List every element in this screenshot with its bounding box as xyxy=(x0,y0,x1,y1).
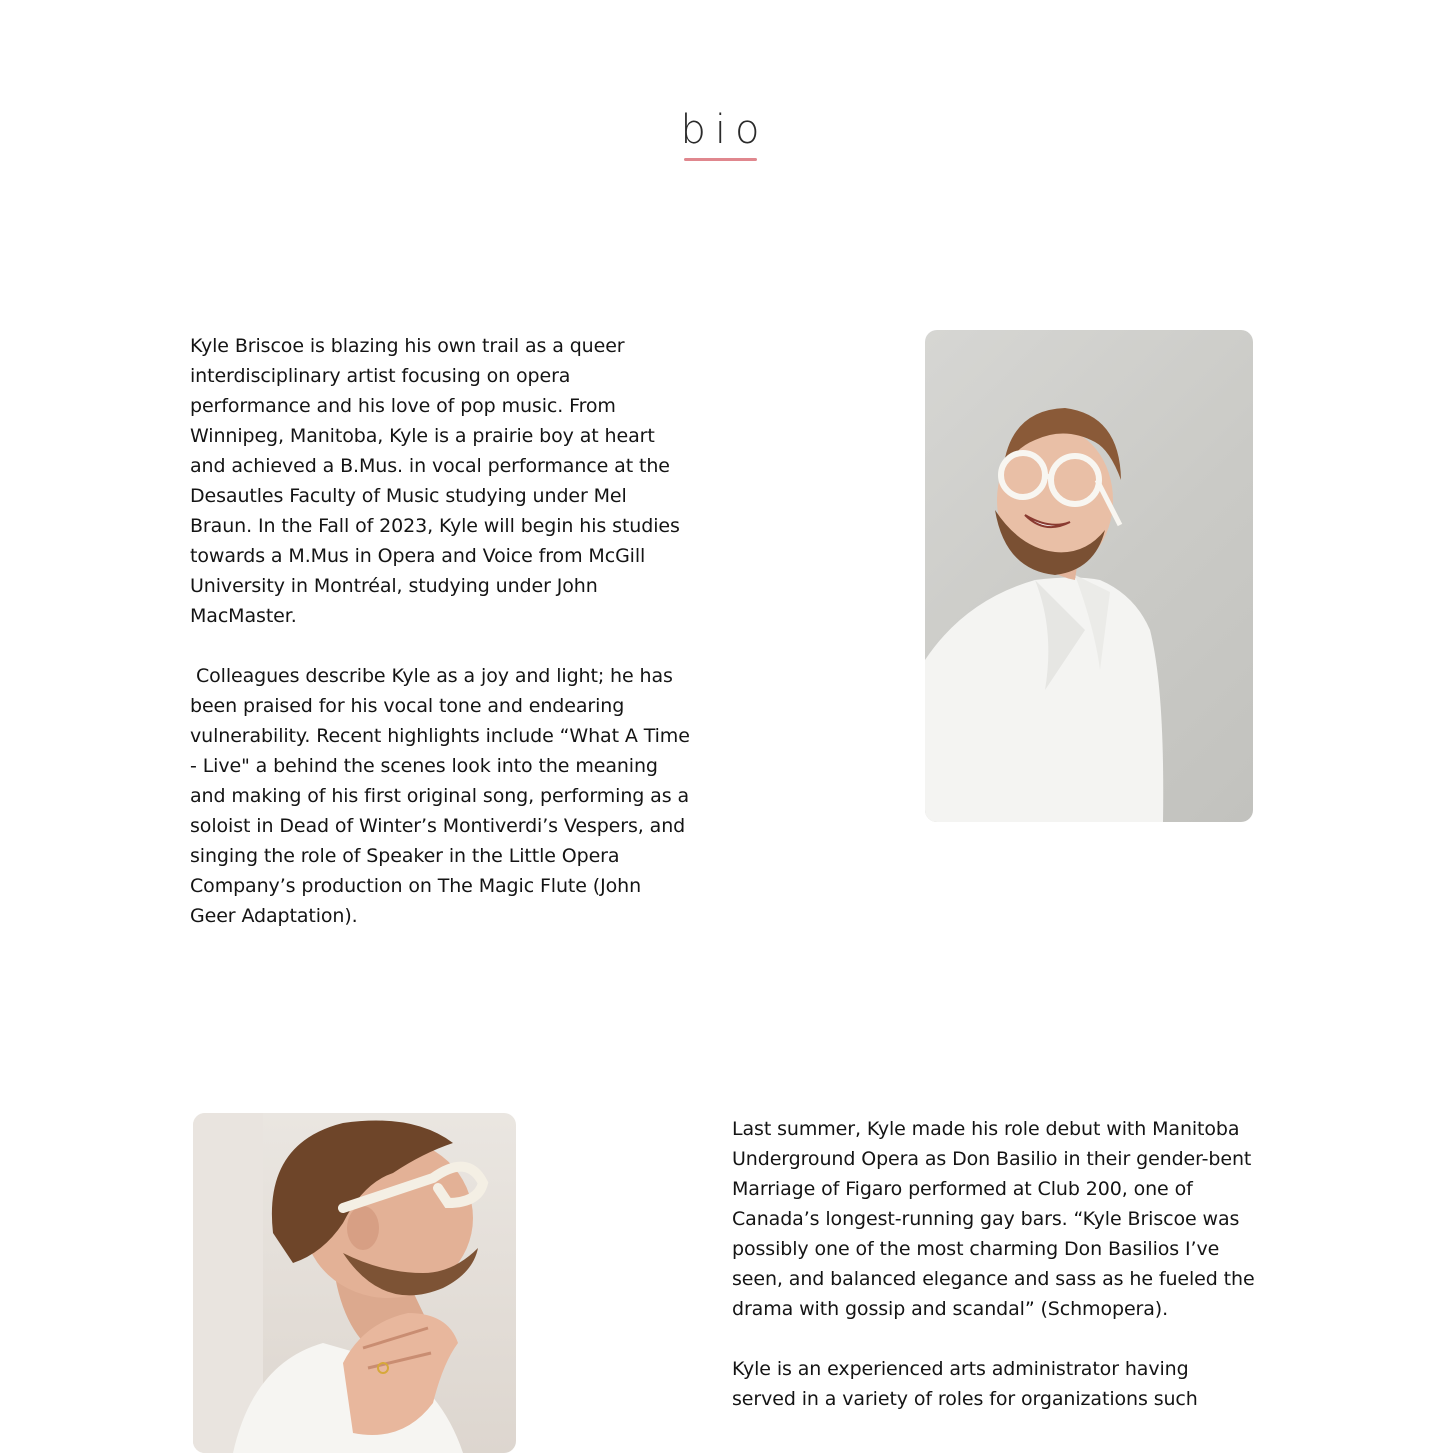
portrait-photo-profile-art xyxy=(193,1113,516,1453)
portrait-photo-smiling-art xyxy=(925,330,1253,822)
portrait-photo-smiling xyxy=(925,330,1253,822)
bio-text-section-1 xyxy=(190,331,696,931)
portrait-photo-profile xyxy=(193,1113,516,1453)
page-title: bio xyxy=(680,107,769,153)
title-underline xyxy=(684,158,757,161)
bio-paragraph: Colleagues describe Kyle as a joy and light; he has been praised for his vocal tone and endearing vulnerability. Recent highlights include “What A Time - Live" a behind the scenes look into the meaning and making of his first original song, performing as a soloist in Dead of Winter’s Montiverdi’s Vespers, and singing the role of Speaker in the Little Opera Company’s production on The Magic Flute (John Geer Adaptation). xyxy=(190,665,696,927)
bio-paragraph: Last summer, Kyle made his role debut with Manitoba Underground Opera as Don Basilio in their gender-bent Marriage of Figaro performed at Club 200, one of Canada’s longest-running gay bars. “Kyle Briscoe was possibly one of the most charming Don Basilios I’ve seen, and balanced elegance and sass as he fueled the drama with gossip and scandal” (Schmopera). xyxy=(732,1118,1261,1320)
page-header xyxy=(0,104,1440,156)
bio-paragraph: Kyle Briscoe is blazing his own trail as a queer interdisciplinary artist focusing on opera performance and his love of pop music. From Winnipeg, Manitoba, Kyle is a prairie boy at heart and achieved a B.Mus. in vocal performance at the Desautles Faculty of Music studying under Mel Braun. In the Fall of 2023, Kyle will begin his studies towards a M.Mus in Opera and Voice from McGill University in Montréal, studying under John MacMaster. xyxy=(190,335,686,627)
bio-paragraph: Kyle is an experienced arts administrator having served in a variety of roles for organizations such xyxy=(732,1358,1198,1410)
bio-text-section-2 xyxy=(732,1114,1261,1414)
